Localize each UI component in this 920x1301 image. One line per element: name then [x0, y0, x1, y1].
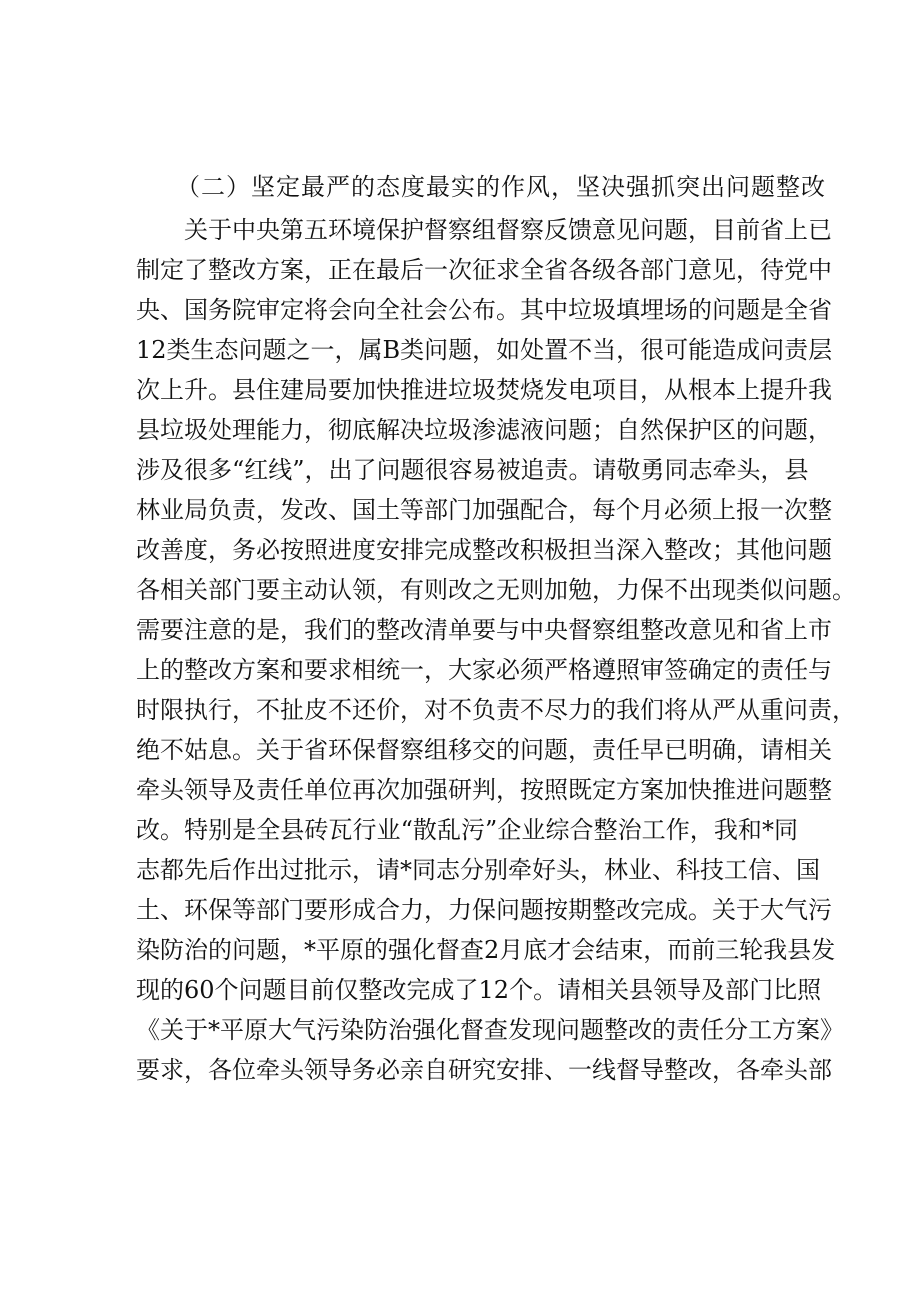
paragraph-line-5: 次上升。县住建局要加快推进垃圾焚烧发电项目，从根本上提升我 [136, 376, 832, 404]
paragraph-line-6: 县垃圾处理能力，彻底解决垃圾渗滤液问题；自然保护区的问题， [136, 416, 832, 444]
paragraph-line-15: 牵头领导及责任单位再次加强研判，按照既定方案加快推进问题整 [136, 776, 832, 804]
paragraph-line-8: 林业局负责，发改、国土等部门加强配合，每个月必须上报一次整 [136, 496, 832, 524]
paragraph-line-18: 土、环保等部门要形成合力，力保问题按期整改完成。关于大气污 [136, 896, 832, 924]
paragraph-line-11: 需要注意的是，我们的整改清单要与中央督察组整改意见和省上市 [136, 616, 832, 644]
paragraph-line-7: 涉及很多“红线”，出了问题很容易被追责。请敬勇同志牵头，县 [136, 456, 809, 484]
paragraph-line-3: 央、国务院审定将会向全社会公布。其中垃圾填埋场的问题是全省 [136, 296, 832, 324]
paragraph-line-10: 各相关部门要主动认领，有则改之无则加勉，力保不出现类似问题。 [136, 576, 856, 604]
paragraph-line-16: 改。特别是全县砖瓦行业“散乱污”企业综合整治工作，我和*同 [136, 816, 798, 844]
paragraph-line-4: 12类生态问题之一，属B类问题，如处置不当，很可能造成问责层 [136, 336, 833, 364]
paragraph-line-9: 改善度，务必按照进度安排完成整改积极担当深入整改；其他问题 [136, 536, 832, 564]
paragraph-line-2: 制定了整改方案，正在最后一次征求全省各级各部门意见，待党中 [136, 256, 832, 284]
body-paragraph [136, 210, 856, 1090]
section-heading: （二）坚定最严的态度最实的作风，坚决强抓突出问题整改 [176, 173, 826, 201]
paragraph-line-21: 《关于*平原大气污染防治强化督查发现问题整改的责任分工方案》 [136, 1016, 844, 1044]
paragraph-line-14: 绝不姑息。关于省环保督察组移交的问题，责任早已明确，请相关 [136, 736, 832, 764]
paragraph-line-1: 关于中央第五环境保护督察组督察反馈意见问题，目前省上已 [184, 216, 832, 244]
paragraph-line-13: 时限执行，不扯皮不还价，对不负责不尽力的我们将从严从重问责， [136, 696, 856, 724]
paragraph-line-22: 要求，各位牵头领导务必亲自研究安排、一线督导整改，各牵头部 [136, 1056, 832, 1084]
paragraph-line-17: 志都先后作出过批示，请*同志分别牵好头，林业、科技工信、国 [136, 856, 820, 884]
paragraph-line-12: 上的整改方案和要求相统一，大家必须严格遵照审签确定的责任与 [136, 656, 832, 684]
paragraph-line-20: 现的60个问题目前仅整改完成了12个。请相关县领导及部门比照 [136, 976, 822, 1004]
paragraph-line-19: 染防治的问题，*平原的强化督查2月底才会结束，而前三轮我县发 [136, 936, 836, 964]
